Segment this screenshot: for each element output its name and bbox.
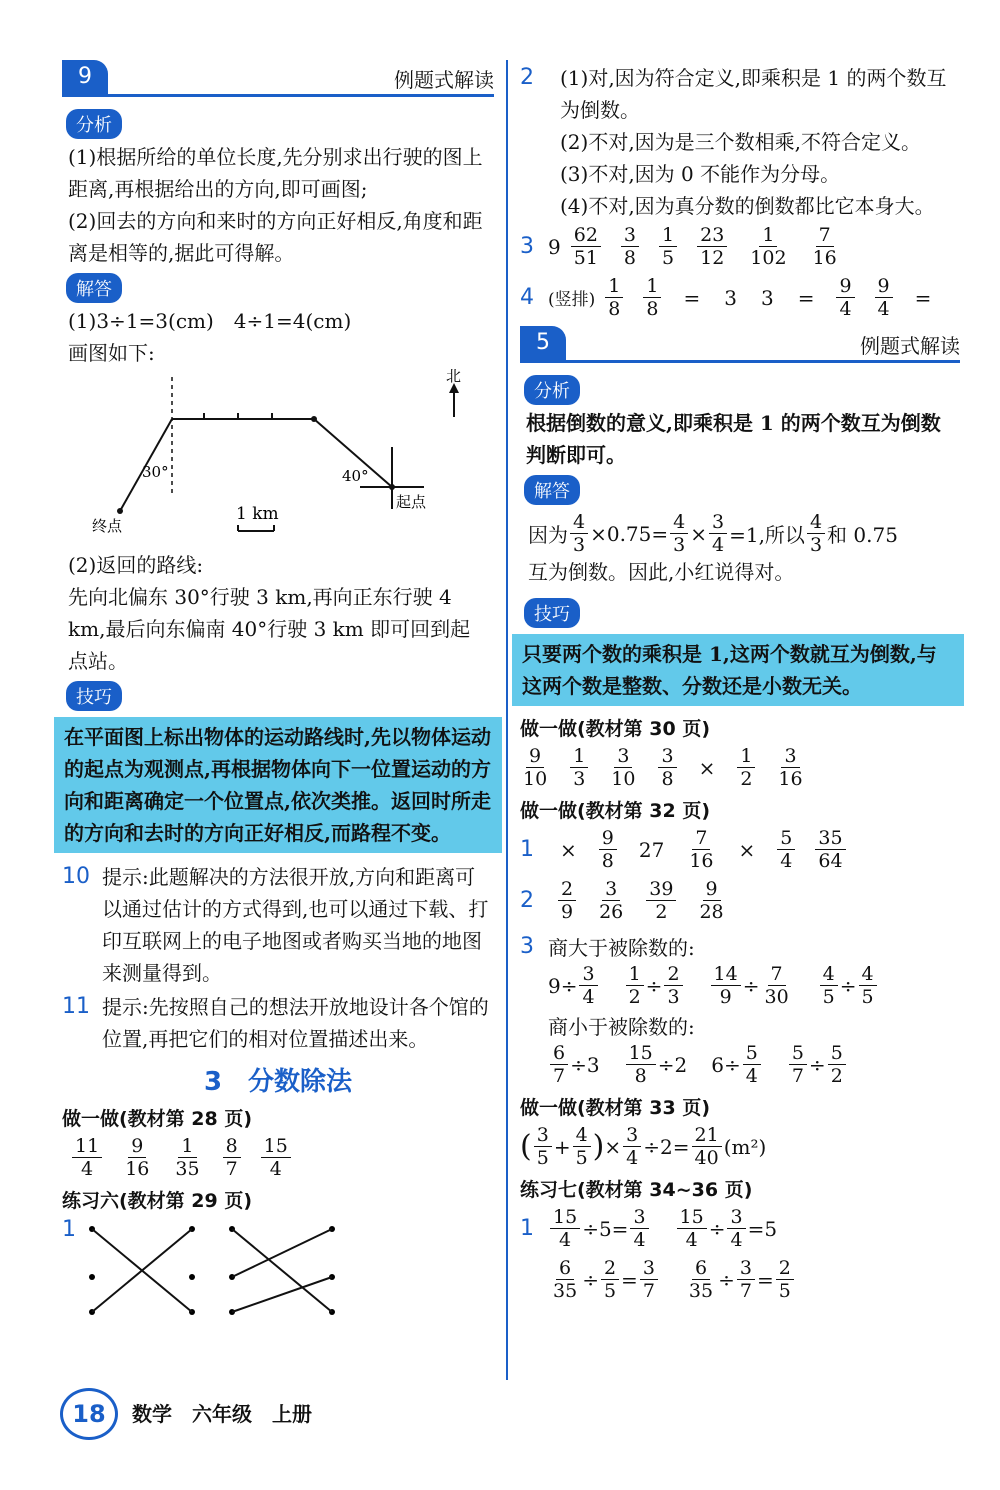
- answer-line-1: (1)3÷1=3(cm) 4÷1=4(cm): [68, 309, 352, 333]
- area-unit: (m²): [723, 1134, 767, 1159]
- route-diagram: [62, 369, 494, 549]
- answer-badge: 解答: [524, 475, 580, 505]
- question-number: 2: [520, 888, 534, 913]
- fraction: $\frac{2}{9}$: [558, 878, 576, 923]
- fraction: $\frac{3}{26}$: [599, 878, 624, 923]
- return-text: 先向北偏东 30°行驶 3 km,再向正东行驶 4 km,最后向东偏南 40°行驶 3 km 即可回到起点站。: [68, 585, 471, 673]
- question-number: 11: [62, 994, 90, 1019]
- fraction: $\frac{9}{16}$: [125, 1135, 150, 1180]
- fraction: $\frac{4}{3}$: [570, 511, 588, 556]
- return-title: (2)返回的路线:: [68, 553, 204, 577]
- answer-row: 1 $\frac{15}{4}$ ÷5= $\frac{3}{4}$ $\frac{15}{4}$ ÷ $\frac{3}{4}$ =5: [520, 1206, 778, 1251]
- question-3: [520, 224, 960, 269]
- q3-lead: 9: [548, 234, 561, 259]
- text: 和 0.75: [827, 523, 898, 547]
- cross-mark: ×: [560, 837, 577, 862]
- end-label: 终点: [92, 517, 123, 535]
- analysis-text: 根据倒数的意义,即乘积是 1 的两个数互为倒数判断即可。: [526, 411, 941, 467]
- value: 27: [638, 837, 665, 862]
- equals: =: [683, 285, 701, 310]
- hint-text: 提示:先按照自己的想法开放地设计各个馆的位置,再把它们的相对位置描述出来。: [102, 995, 489, 1051]
- answer-row: [520, 929, 960, 963]
- area-expression: ( $\frac{3}{5}$ + $\frac{4}{5}$ ) × $\frac{3}{4}$ ÷2= $\frac{21}{40}$ (m²): [520, 1124, 767, 1169]
- question-number: 4: [520, 285, 534, 310]
- analysis-badge: 分析: [66, 109, 122, 139]
- question-4: [520, 275, 960, 320]
- scale-label: 1 km: [236, 504, 279, 524]
- book-title: 数学 六年级 上册: [132, 1402, 312, 1426]
- q2-line-1: (1)对,因为符合定义,即乘积是 1 的两个数互为倒数。: [560, 66, 947, 122]
- angle-40-label: 40°: [342, 467, 369, 485]
- answer-row: [62, 1135, 494, 1180]
- fraction: $\frac{7}{16}$: [689, 827, 714, 872]
- fraction: $\frac{11}{4}$: [72, 1135, 102, 1180]
- question-number: 1: [520, 837, 534, 862]
- page-number: 18: [60, 1388, 118, 1440]
- analysis-text-2: (2)回去的方向和来时的方向正好相反,角度和距离是相等的,据此可得解。: [68, 209, 483, 265]
- fraction: $\frac{7}{16}$: [812, 224, 837, 269]
- fraction: $\frac{23}{12}$: [697, 224, 727, 269]
- q2-line-3: (3)不对,因为 0 不能作为分母。: [560, 162, 841, 186]
- division-expressions-smaller: $\frac{6}{7}$ ÷3 $\frac{15}{8}$ ÷2 6÷ $\frac{5}{4}$ $\frac{5}{7}$ ÷ $\frac{5}{2}$: [548, 1042, 960, 1087]
- tip-badge: 技巧: [524, 598, 580, 628]
- fraction: $\frac{3}{10}$: [611, 745, 636, 790]
- section-title: 3 分数除法: [203, 1067, 353, 1097]
- value: 3: [760, 285, 774, 310]
- analysis-badge: 分析: [524, 375, 580, 405]
- answer-badge: 解答: [66, 273, 122, 303]
- value: 3: [724, 285, 737, 310]
- fraction: $\frac{1}{102}$: [750, 224, 787, 269]
- north-label: 北: [446, 369, 462, 385]
- fraction: $\frac{9}{28}$: [699, 878, 724, 923]
- start-label: 起点: [396, 493, 427, 511]
- hint-11: [62, 991, 494, 1055]
- section-number: 9: [62, 60, 108, 94]
- fraction: $\frac{4}{3}$: [670, 511, 688, 556]
- fraction: $\frac{3}{16}$: [778, 745, 803, 790]
- right-column: [520, 60, 960, 1302]
- section-9-header: [62, 60, 494, 97]
- left-column: [62, 60, 494, 1327]
- fraction: $\frac{3}{8}$: [658, 745, 676, 790]
- q4-lead: (竖排): [548, 290, 596, 310]
- answer-equation: [528, 511, 960, 556]
- q2-line-4: (4)不对,因为真分数的倒数都比它本身大。: [560, 194, 935, 218]
- fraction: $\frac{1}{8}$: [643, 275, 661, 320]
- fraction: $\frac{9}{4}$: [875, 275, 893, 320]
- tip-text: 只要两个数的乘积是 1,这两个数就互为倒数,与这两个数是整数、分数还是小数无关。: [522, 642, 937, 698]
- fraction: $\frac{9}{8}$: [599, 827, 617, 872]
- cross-mark: ×: [698, 755, 716, 780]
- fraction: $\frac{1}{5}$: [659, 224, 677, 269]
- text: ×0.75=: [590, 521, 669, 546]
- text: ×: [690, 521, 707, 546]
- fraction: $\frac{4}{3}$: [807, 511, 825, 556]
- analysis-text-1: (1)根据所给的单位长度,先分别求出行驶的图上距离,再根据给出的方向,即可画图;: [68, 145, 483, 201]
- quotient-greater-label: 商大于被除数的:: [548, 935, 695, 960]
- exercise-heading: 做一做(教材第 28 页): [62, 1108, 253, 1130]
- matching-lines: [82, 1217, 382, 1327]
- section-label: 例题式解读: [394, 68, 494, 92]
- text: 因为: [528, 523, 568, 547]
- answer-line-2: 画图如下:: [68, 341, 155, 365]
- question-number: 2: [520, 65, 534, 90]
- exercise-heading: 练习六(教材第 29 页): [62, 1190, 253, 1212]
- section-5-header: [520, 326, 960, 363]
- angle-30-label: 30°: [142, 463, 169, 481]
- answer-row: [520, 878, 960, 923]
- answer-row: $\frac{6}{35}$ ÷ $\frac{2}{5}$ = $\frac{3}{7}$ $\frac{6}{35}$ ÷ $\frac{3}{7}$ = $\frac{2}{5}$: [548, 1257, 960, 1302]
- fraction: $\frac{15}{4}$: [261, 1135, 291, 1180]
- fraction: $\frac{5}{4}$: [777, 827, 795, 872]
- quotient-smaller-row: [548, 1008, 960, 1042]
- answer-row: [520, 745, 960, 790]
- matching-answer: [62, 1217, 494, 1327]
- question-2: [520, 62, 960, 222]
- hint-10: [62, 861, 494, 989]
- question-number: 1: [520, 1216, 534, 1241]
- fraction: $\frac{39}{2}$: [646, 878, 676, 923]
- answer-line-2: 互为倒数。因此,小红说得对。: [528, 560, 795, 584]
- quotient-smaller-label: 商小于被除数的:: [548, 1014, 695, 1039]
- cross-mark: ×: [738, 837, 756, 862]
- tip-box: [54, 717, 502, 853]
- exercise-heading: 做一做(教材第 32 页): [520, 800, 711, 822]
- fraction: $\frac{35}{64}$: [815, 827, 845, 872]
- q2-line-2: (2)不对,因为是三个数相乘,不符合定义。: [560, 130, 922, 154]
- question-number: 10: [62, 864, 90, 889]
- fraction: $\frac{1}{3}$: [570, 745, 588, 790]
- tip-box: [512, 634, 964, 706]
- equals: =: [797, 285, 815, 310]
- fraction: $\frac{8}{7}$: [223, 1135, 241, 1180]
- answer-row: [520, 827, 960, 872]
- fraction: $\frac{3}{8}$: [621, 224, 639, 269]
- tip-text: 在平面图上标出物体的运动路线时,先以物体运动的起点为观测点,再根据物体向下一位置运动的方向和距离确定一个位置点,依次类推。返回时所走的方向和去时的方向正好相反,而路程不变。: [64, 725, 491, 845]
- question-number: 3: [520, 933, 534, 959]
- fraction: $\frac{9}{10}$: [523, 745, 548, 790]
- fraction: $\frac{1}{2}$: [737, 745, 755, 790]
- question-number: 1: [62, 1217, 76, 1242]
- division-expressions-greater: 9÷ $\frac{3}{4}$ $\frac{1}{2}$ ÷ $\frac{2}{3}$ $\frac{14}{9}$ ÷ $\frac{7}{30}$ $\frac{4}{5}$ ÷ $\frac{4}{5}$: [548, 963, 960, 1008]
- fraction: $\frac{1}{35}$: [175, 1135, 200, 1180]
- fraction: $\frac{3}{4}$: [709, 511, 727, 556]
- exercise-heading: 练习七(教材第 34~36 页): [520, 1179, 753, 1201]
- tip-badge: 技巧: [66, 681, 122, 711]
- question-number: 3: [520, 234, 534, 259]
- exercise-heading: 做一做(教材第 30 页): [520, 718, 711, 740]
- fraction: $\frac{1}{8}$: [605, 275, 623, 320]
- exercise-heading: 做一做(教材第 33 页): [520, 1097, 711, 1119]
- equals: =: [914, 285, 932, 310]
- fraction: $\frac{9}{4}$: [836, 275, 854, 320]
- text: =1,所以: [729, 523, 805, 547]
- section-number: 5: [520, 326, 566, 360]
- fraction: $\frac{62}{51}$: [571, 224, 601, 269]
- column-divider: [506, 60, 508, 1380]
- hint-text: 提示:此题解决的方法很开放,方向和距离可以通过估计的方式得到,也可以通过下载、打印互联网上的电子地图或者购买当地的地图来测量得到。: [102, 865, 489, 985]
- section-label: 例题式解读: [860, 334, 960, 358]
